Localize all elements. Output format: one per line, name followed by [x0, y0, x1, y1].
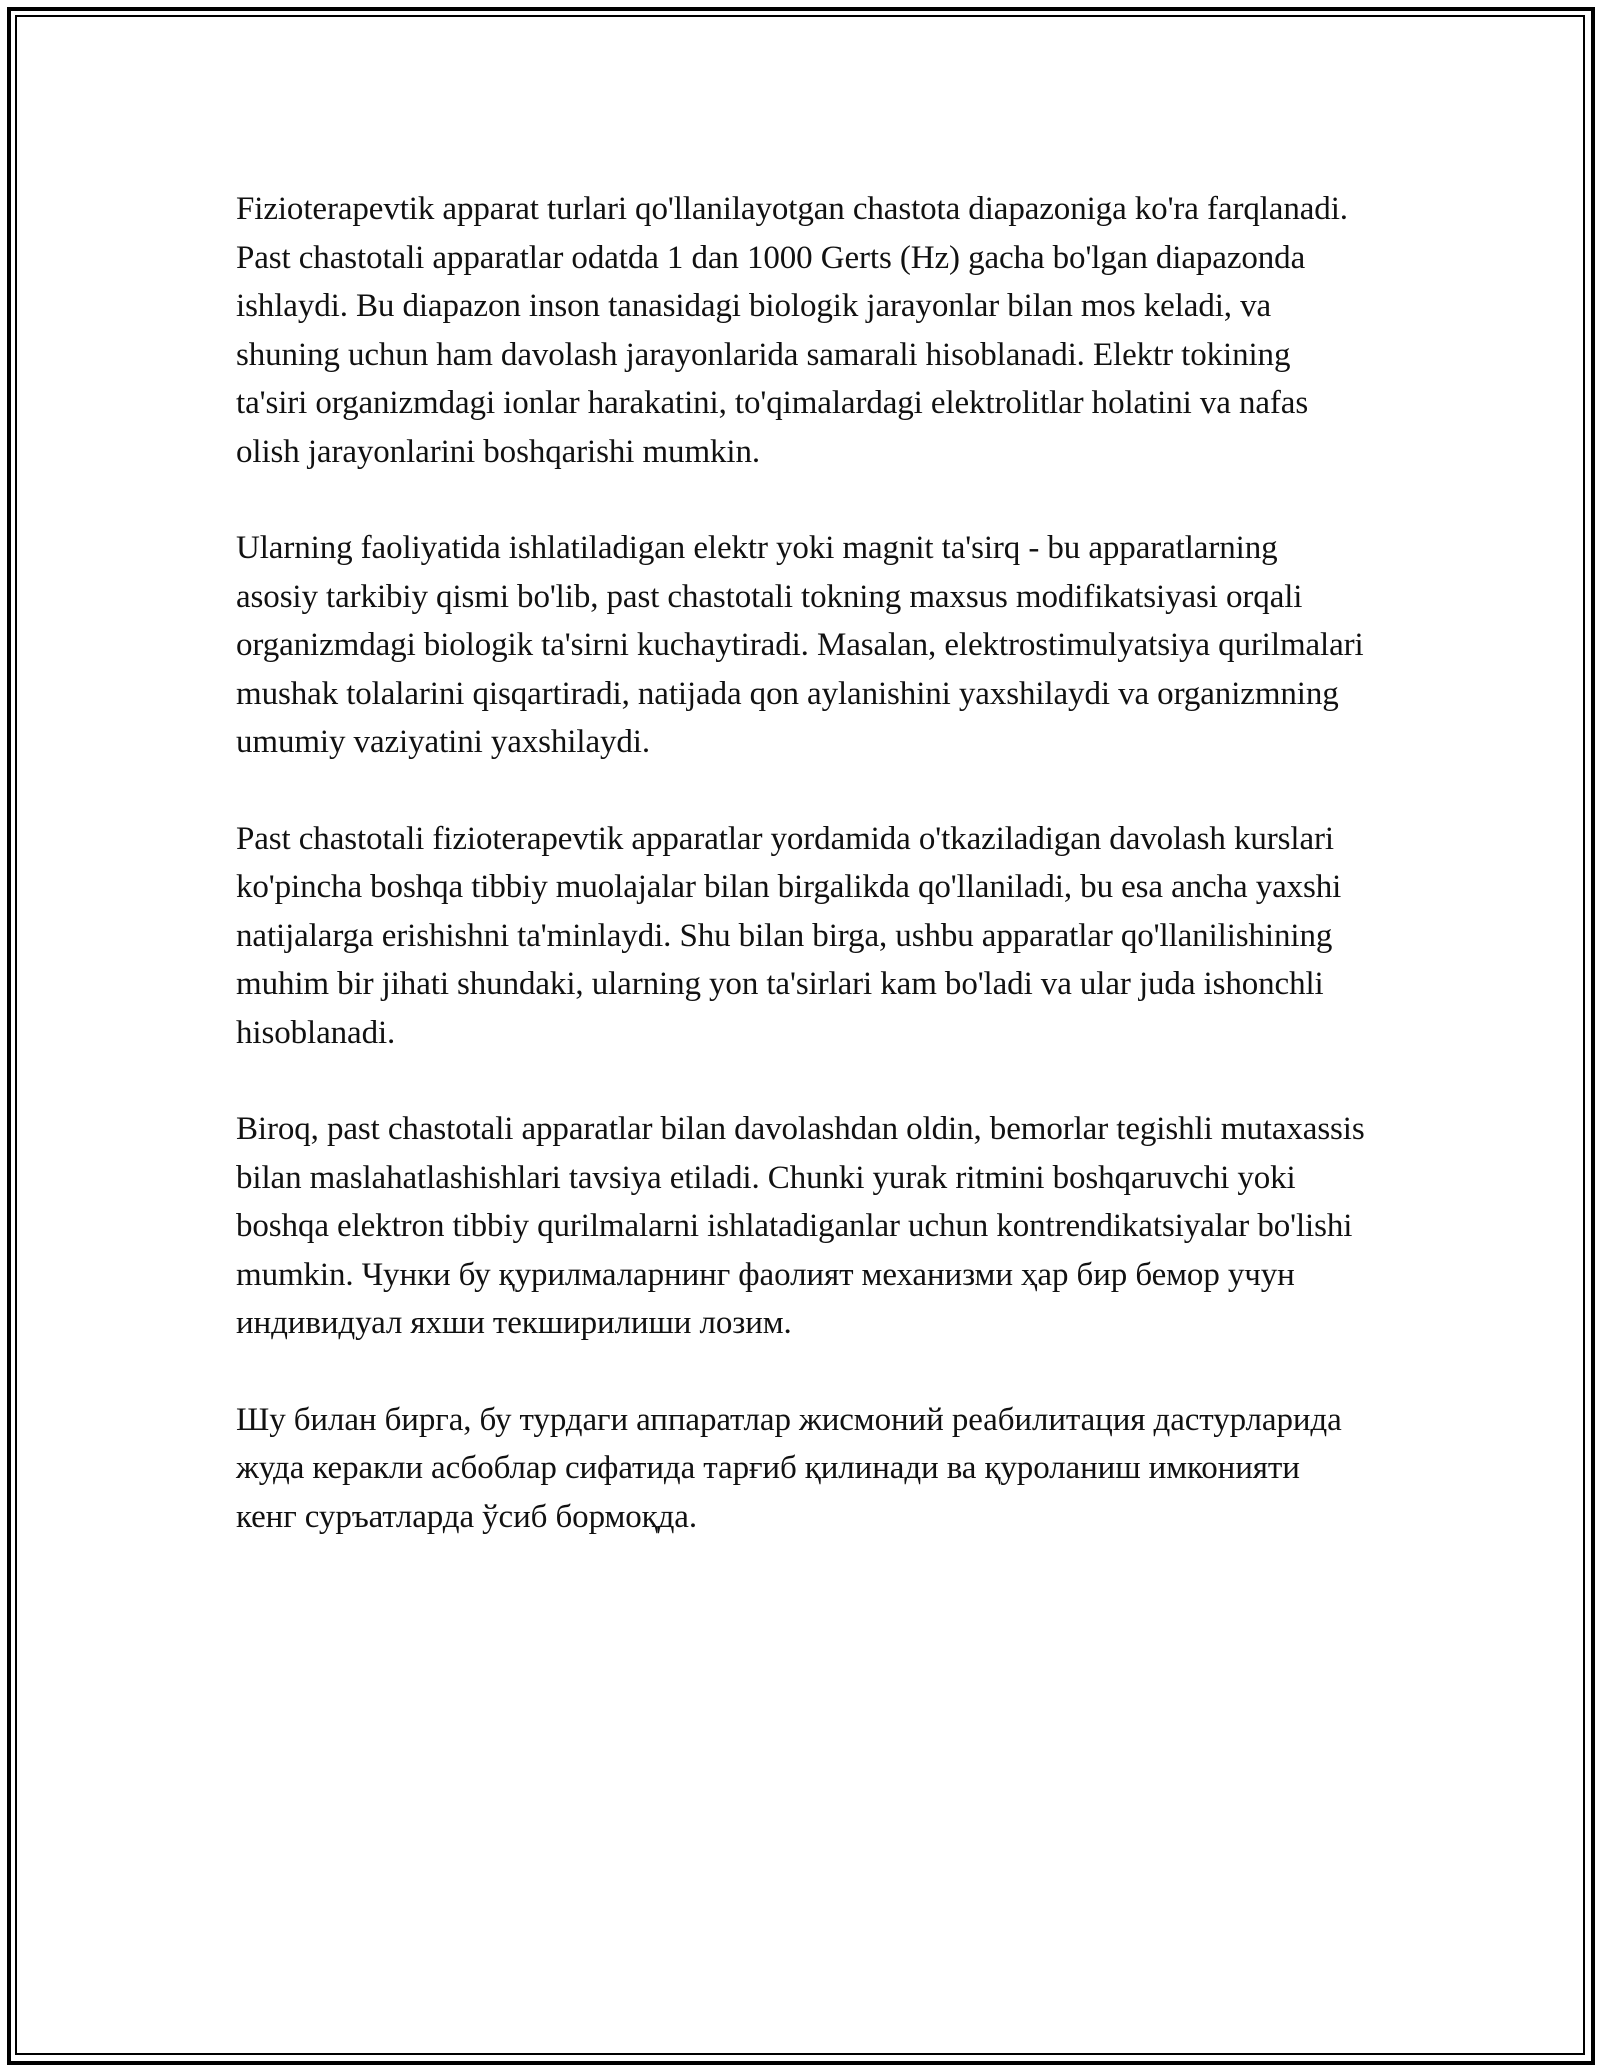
paragraph-4: Biroq, past chastotali apparatlar bilan davolashdan oldin, bemorlar tegishli mutaxassis bilan maslahatlashishlari tavsiya etiladi. Chunki yurak ritmini boshqaruvchi yoki boshqa elektron tibbiy qurilmalarni ishlatadiganlar uchun kontrendikatsiyalar bo'lishi mumkin. Чунки бу қурилмаларнинг фаолият механизми ҳар бир бемор учун индивидуал яхши текширилиши лозим.: [236, 1111, 1365, 1341]
paragraph-2: Ularning faoliyatida ishlatiladigan elektr yoki magnit ta'sirq - bu apparatlarning asosiy tarkibiy qismi bo'lib, past chastotali tokning maxsus modifikatsiyasi orqali organizmdagi biologik ta'sirni kuchaytiradi. Masalan, elektrostimulyatsiya qurilmalari mushak tolalarini qisqartiradi, natijada qon aylanishini yaxshilaydi va organizmning umumiy vaziyatini yaxshilaydi.: [236, 530, 1364, 760]
paragraph-1: Fizioterapevtik apparat turlari qo'llanilayotgan chastota diapazoniga ko'ra farqlanadi. Past chastotali apparatlar odatda 1 dan 1000 Gerts (Hz) gacha bo'lgan diapazonda ishlaydi. Bu diapazon inson tanasidagi biologik jarayonlar bilan mos keladi, va shuning uchun ham davolash jarayonlarida samarali hisoblanadi. Elektr tokining ta'siri organizmdagi ionlar harakatini, to'qimalardagi elektrolitlar holatini va nafas olish jarayonlarini boshqarishi mumkin.: [236, 191, 1348, 470]
paragraph-5: Шу билан бирга, бу турдаги аппаратлар жисмоний реабилитация дастурларида жуда керакли асбоблар сифатида тарғиб қилинади ва қуроланиш имконияти кенг суръатларда ўсиб бормоқда.: [236, 1401, 1342, 1535]
paragraph-3: Past chastotali fizioterapevtik apparatlar yordamida o'tkaziladigan davolash kurslari ko'pincha boshqa tibbiy muolajalar bilan birgalikda qo'llaniladi, bu esa ancha yaxshi natijalarga erishishni ta'minlaydi. Shu bilan birga, ushbu apparatlar qo'llanilishining muhim bir jihati shundaki, ularning yon ta'sirlari kam bo'ladi va ular juda ishonchli hisoblanadi.: [236, 820, 1342, 1051]
document-body: [236, 185, 1366, 1589]
